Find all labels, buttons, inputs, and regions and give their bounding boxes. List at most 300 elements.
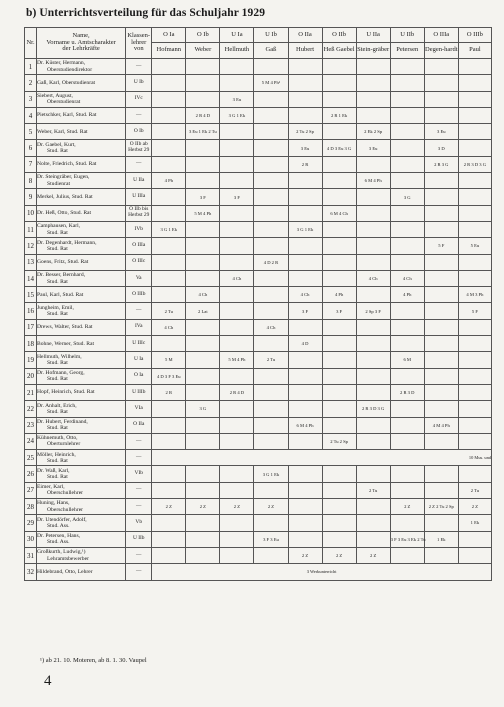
lesson-cell [186,482,220,498]
lesson-cell [322,466,356,482]
table-body [25,59,492,581]
lesson-cell [390,238,424,254]
row-number: 15 [25,287,37,303]
lesson-cell [220,238,254,254]
lesson-cell [356,417,390,433]
table-row [25,401,492,417]
teaching-schedule-table [24,27,492,581]
teacher-name [37,238,126,254]
lesson-cell [254,238,288,254]
lesson-cell [458,368,491,384]
footnote: ¹) ab 21. 10. Moteren, ab 8. 1. 30. Vaupel [40,657,147,664]
teacher-name-line: Stud. Rat [47,457,68,464]
row-number: 7 [25,156,37,172]
row-number: 10 [25,205,37,221]
lesson-cell: 2 R 4 D [186,107,220,123]
class-teacher-of: IVa [126,319,152,335]
lesson-cell: 2 Tu 2 Sp [322,433,356,449]
lesson-cell [322,499,356,515]
row-number: 30 [25,531,37,547]
row-number: 24 [25,433,37,449]
teacher-name [37,270,126,286]
lesson-cell [152,433,186,449]
lesson-cell [186,336,220,352]
class-teacher-of: U IIb [126,531,152,547]
class-teacher-of: U Ia [126,352,152,368]
lesson-cell: 3 D [424,140,458,156]
row-number: 14 [25,270,37,286]
class-teacher-of: — [126,564,152,580]
teacher-name [37,205,126,221]
lesson-cell [254,270,288,286]
lesson-cell [254,173,288,189]
table-row [25,531,492,547]
lesson-cell [424,482,458,498]
teacher-name [37,303,126,319]
lesson-cell [220,515,254,531]
lesson-cell [254,59,288,75]
teacher-name [37,547,126,563]
lesson-cell [186,238,220,254]
header-name [37,28,126,59]
lesson-cell: 3 F [288,303,322,319]
class-teacher-of: — [126,482,152,498]
row-number: 26 [25,466,37,482]
class-header: U Ib [254,28,288,43]
lesson-cell [390,401,424,417]
lesson-cell [322,156,356,172]
teacher-name-line: Stud. Rat [47,474,68,481]
lesson-cell [322,254,356,270]
teacher-name [37,59,126,75]
lesson-cell [288,499,322,515]
lesson-cell: 2 Tu [458,482,491,498]
lesson-cell [254,482,288,498]
class-header: O IIb [322,28,356,43]
teacher-name-line: Oberturnlehrer [47,441,81,448]
header-row-classes [25,28,492,43]
lesson-cell [458,254,491,270]
lesson-cell: 6 M 4 Ph [288,417,322,433]
lesson-cell [254,124,288,140]
row-number: 3 [25,91,37,107]
class-header: U IIb [390,28,424,43]
lesson-cell: 4 Ch [220,270,254,286]
lesson-cell [288,254,322,270]
lesson-cell [220,75,254,91]
lesson-cell [458,319,491,335]
teacher-name-line: Dr. Besser, Bernhard, [37,272,86,279]
class-header: U IIa [356,28,390,43]
lesson-cell [254,433,288,449]
lesson-cell [458,547,491,563]
lesson-cell: 2 Tu [356,482,390,498]
class-teacher-of: VIb [126,466,152,482]
lesson-cell [288,433,322,449]
lesson-cell: 5 F [458,303,491,319]
header-nr: Nr. [25,28,37,59]
lesson-cell: 4 Ph [322,287,356,303]
lesson-cell [220,156,254,172]
lesson-cell [152,205,186,221]
teacher-name-line: Goens, Fritz, Stud. Rat [37,259,89,266]
lesson-cell [424,107,458,123]
row-number: 4 [25,107,37,123]
lesson-cell: 2 Z [186,499,220,515]
class-teacher-of: O Ia [126,368,152,384]
row-number: 1 [25,59,37,75]
lesson-cell [152,124,186,140]
lesson-cell [424,352,458,368]
table-row [25,173,492,189]
row-number: 28 [25,499,37,515]
lesson-cell: 4 M 4 Ph [424,417,458,433]
lesson-cell: 5 M 4 Ph [220,352,254,368]
teacher-name-line: Dr. Utendörfer, Adolf, [37,516,87,523]
lesson-cell [458,140,491,156]
lesson-cell [390,156,424,172]
teacher-name-line: Stud. Rat [47,278,68,285]
class-header: O IIIa [424,28,458,43]
lesson-cell: 2 R 1 Ek [322,107,356,123]
lesson-cell [152,156,186,172]
class-teacher-of: O IIb ab Herbst 29 [126,140,152,156]
lesson-cell [322,417,356,433]
lesson-cell: 4 M 3 Ph [458,287,491,303]
table-row [25,515,492,531]
lesson-cell [322,336,356,352]
lesson-cell [322,91,356,107]
teacher-name-line: Stud. Ass. [47,539,70,546]
lesson-cell [424,254,458,270]
lesson-cell [322,368,356,384]
lesson-cell [322,401,356,417]
class-teacher-of: IVc [126,91,152,107]
class-teacher-of: — [126,547,152,563]
lesson-cell [186,384,220,400]
lesson-cell [152,466,186,482]
lesson-cell [424,368,458,384]
lesson-cell [458,173,491,189]
lesson-cell [186,466,220,482]
spanning-note: 3 Werkunterricht [152,564,492,580]
lesson-cell [186,352,220,368]
lesson-cell: 3 F [220,189,254,205]
lesson-cell: 4 Ch [288,287,322,303]
lesson-cell [288,189,322,205]
lesson-cell [220,482,254,498]
lesson-cell [458,417,491,433]
teacher-name-line: Stud. Ass. [47,522,70,529]
table-row [25,450,492,466]
table-row [25,107,492,123]
teacher-name [37,319,126,335]
teacher-name-line: Bohne, Werner, Stud. Rat [37,340,95,347]
lesson-cell [152,91,186,107]
teacher-name-line: Weber, Karl, Stud. Rat [37,128,88,135]
lesson-cell [390,417,424,433]
teacher-name-line: Stud. Rat [47,229,68,236]
teacher-name-line: Huning, Hans, [37,500,70,507]
teacher-name-line: Siebert, August, [37,92,73,99]
lesson-cell [390,336,424,352]
lesson-cell [220,254,254,270]
teacher-name-line: Gaß, Karl, Oberstudienrat [37,79,96,86]
lesson-cell [254,368,288,384]
table-row [25,564,492,580]
lesson-cell [390,124,424,140]
lesson-cell: 3 F [322,303,356,319]
lesson-cell [220,547,254,563]
lesson-cell [424,270,458,286]
lesson-cell: 3 G 1 Ek [288,221,322,237]
lesson-cell: 3 F 3 Eu [254,531,288,547]
teacher-name-line: Dr. Anhalt, Erich, [37,402,77,409]
lesson-cell [424,384,458,400]
class-teacher-of: — [126,499,152,515]
lesson-cell: 3 G 1 Ek [152,221,186,237]
lesson-cell: 2 Tu [152,303,186,319]
lesson-cell [322,75,356,91]
teacher-name-line: Dr. Steingräber, Eugen, [37,174,90,181]
teacher-name-line: Stud. Rat [47,425,68,432]
lesson-cell [152,515,186,531]
teacher-name [37,401,126,417]
row-number: 27 [25,482,37,498]
teacher-name-line: Dr. Gaebel, Kurt, [37,141,76,148]
teacher-name [37,499,126,515]
class-teacher-of: IVb [126,221,152,237]
lesson-cell [424,287,458,303]
lesson-cell: 2 Z [220,499,254,515]
lesson-cell [356,499,390,515]
class-teacher-of: — [126,107,152,123]
lesson-cell [186,531,220,547]
lesson-cell [356,336,390,352]
lesson-cell: 2 Z [390,499,424,515]
teacher-name-line: Kühnemuth, Otto, [37,435,78,442]
table-row [25,499,492,515]
lesson-cell [390,466,424,482]
lesson-cell [152,59,186,75]
lesson-cell [186,547,220,563]
lesson-cell [152,140,186,156]
teacher-name-line: Dr. Waß, Karl, [37,467,70,474]
lesson-cell [458,91,491,107]
teacher-name [37,254,126,270]
lesson-cell [288,75,322,91]
lesson-cell [186,270,220,286]
lesson-cell: 4 D 3 Eu 3 G [322,140,356,156]
teacher-name-line: Möller, Heinrich, [37,451,76,458]
lesson-cell [322,384,356,400]
class-teacher-header: Degen-hardt [424,43,458,59]
teacher-name [37,433,126,449]
lesson-cell [152,189,186,205]
lesson-cell: 4 Ph [152,173,186,189]
lesson-cell [288,515,322,531]
lesson-cell [254,107,288,123]
teacher-name-line: Eimer, Karl, [37,484,65,491]
lesson-cell [458,352,491,368]
lesson-cell: 2 Z [458,499,491,515]
teacher-name [37,515,126,531]
teacher-name-line: Hopf, Heinrich, Stud. Rat [37,389,95,396]
teacher-name-line: Stud. Rat [47,245,68,252]
class-teacher-header: Stein-gräber [356,43,390,59]
lesson-cell [322,270,356,286]
table-row [25,270,492,286]
lesson-cell [152,547,186,563]
lesson-cell: 2 Lat [186,303,220,319]
row-number: 6 [25,140,37,156]
lesson-cell [254,547,288,563]
teacher-name [37,156,126,172]
lesson-cell [254,287,288,303]
row-number: 23 [25,417,37,433]
lesson-cell [356,59,390,75]
teacher-name-line: Dr. Heß, Otto, Stud. Rat [37,210,92,217]
lesson-cell [356,368,390,384]
teacher-name-line: Paul, Karl, Stud. Rat [37,291,84,298]
lesson-cell [356,352,390,368]
row-number: 32 [25,564,37,580]
lesson-cell [390,368,424,384]
lesson-cell: 4 D 3 F 3 Eu [152,368,186,384]
lesson-cell [186,59,220,75]
lesson-cell [254,189,288,205]
lesson-cell: 3 Eu [356,140,390,156]
lesson-cell [390,515,424,531]
lesson-cell [254,221,288,237]
lesson-cell: 3 Eu 1 Ek 2 Tu [186,124,220,140]
teacher-name-line: Dr. Hofmann, Georg, [37,370,85,377]
lesson-cell: 1 Ek [424,531,458,547]
lesson-cell: 6 M 4 Ph [356,173,390,189]
lesson-cell [356,466,390,482]
lesson-cell [322,482,356,498]
lesson-cell [424,433,458,449]
teacher-name-line: Drews, Walter, Stud. Rat [37,324,93,331]
row-number: 22 [25,401,37,417]
class-teacher-of: U IIIc [126,336,152,352]
table-row [25,287,492,303]
lesson-cell: 2 Z [254,499,288,515]
class-teacher-header: Weber [186,43,220,59]
class-teacher-header: Paul [458,43,491,59]
teacher-name-line: Großkurth, Ludwig,¹) [37,549,86,556]
lesson-cell [288,205,322,221]
lesson-cell [220,531,254,547]
class-teacher-of: U IIIb [126,384,152,400]
class-teacher-of: — [126,156,152,172]
lesson-cell: 2 Tu 2 Sp [288,124,322,140]
header-kl-line: von [133,45,144,53]
class-teacher-header: Petersen [390,43,424,59]
lesson-cell [356,156,390,172]
class-teacher-of: U Ib [126,75,152,91]
lesson-cell [288,270,322,286]
lesson-cell: 4 Ch [390,270,424,286]
class-header: O IIa [288,28,322,43]
lesson-cell: 6 M 4 Ch [322,205,356,221]
header-kl-line: Klassen- [127,31,151,39]
lesson-cell [186,433,220,449]
lesson-cell [424,173,458,189]
lesson-cell [152,336,186,352]
table-row [25,352,492,368]
teacher-name-line: Dr. Hubert, Ferdinand, [37,418,88,425]
lesson-cell [186,319,220,335]
header-klassenlehrer [126,28,152,59]
lesson-cell [186,417,220,433]
lesson-cell [424,221,458,237]
teacher-name [37,287,126,303]
lesson-cell [254,401,288,417]
lesson-cell [254,205,288,221]
table-row [25,336,492,352]
class-teacher-header: Heß Gaebel [322,43,356,59]
lesson-cell: 4 Ph [390,287,424,303]
class-teacher-of: O IIb bis Herbst 29 [126,205,152,221]
lesson-cell [356,238,390,254]
lesson-cell [390,254,424,270]
lesson-cell [424,466,458,482]
lesson-cell [254,91,288,107]
lesson-cell: 2 R 3 D 3 G [458,156,491,172]
lesson-cell [322,59,356,75]
lesson-cell [152,107,186,123]
lesson-cell [254,336,288,352]
lesson-cell [152,238,186,254]
lesson-cell [220,319,254,335]
lesson-cell [220,401,254,417]
table-row [25,124,492,140]
lesson-cell: 3 G 1 Ek [220,107,254,123]
lesson-cell [356,531,390,547]
lesson-cell [390,319,424,335]
lesson-cell: 5 M [152,352,186,368]
lesson-cell [458,107,491,123]
lesson-cell [322,124,356,140]
lesson-cell [288,173,322,189]
teacher-name-line: Dr. Küster, Hermann, [37,60,86,67]
teacher-name-line: Lehramtsbewerber [47,555,89,562]
lesson-cell: 3 G 1 Ek [254,466,288,482]
class-teacher-of: Vb [126,515,152,531]
teacher-name-line: Stud. Rat [47,408,68,415]
lesson-cell [254,156,288,172]
teacher-name [37,173,126,189]
teacher-name-line: Hildebrand, Otto, Lehrer [37,568,93,575]
teacher-name-line: Stud. Rat [47,376,68,383]
lesson-cell [458,433,491,449]
row-number: 8 [25,173,37,189]
teacher-name-line: Hellmuth, Wilhelm, [37,353,82,360]
lesson-cell [152,482,186,498]
row-number: 9 [25,189,37,205]
lesson-cell [288,368,322,384]
table-row [25,156,492,172]
lesson-cell [288,352,322,368]
lesson-cell [220,124,254,140]
teacher-name-line: Pietschker, Karl, Stud. Rat [37,112,97,119]
row-number: 13 [25,254,37,270]
class-teacher-of: — [126,59,152,75]
lesson-cell [322,221,356,237]
row-number: 29 [25,515,37,531]
row-number: 18 [25,336,37,352]
